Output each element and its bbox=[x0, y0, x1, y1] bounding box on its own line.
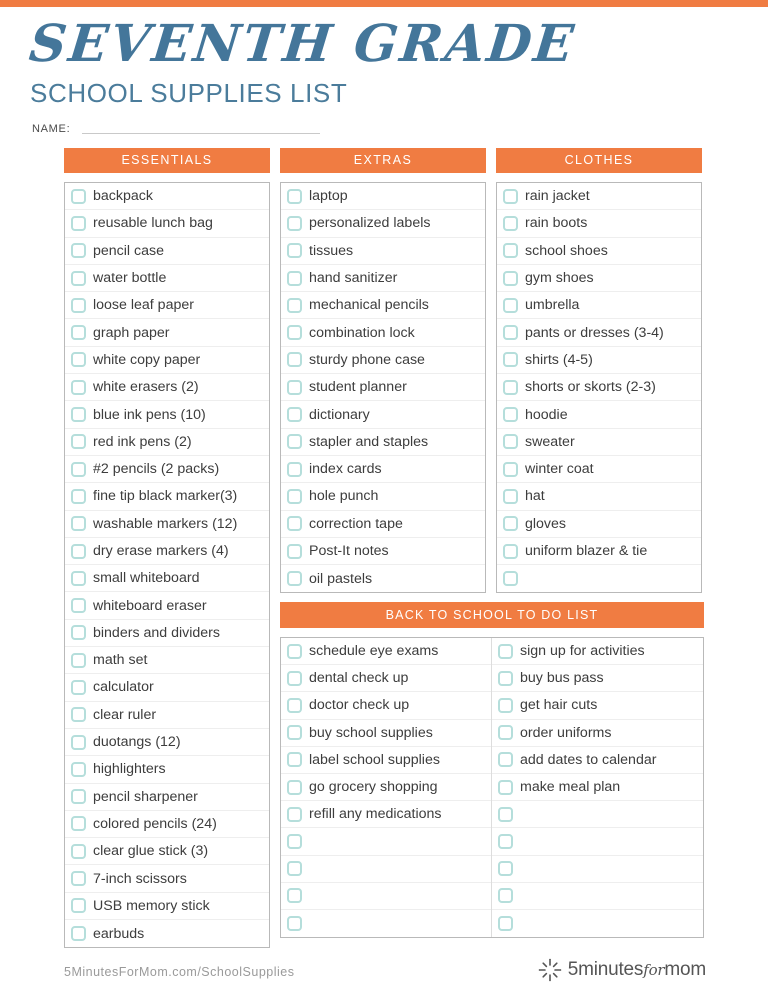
checklist-row[interactable] bbox=[281, 538, 485, 565]
checkbox-icon[interactable] bbox=[71, 352, 86, 367]
checkbox-icon[interactable] bbox=[71, 926, 86, 941]
checklist-row-label: winter coat bbox=[525, 461, 594, 478]
checklist-row-label: school shoes bbox=[525, 242, 608, 259]
checklist-row[interactable] bbox=[65, 784, 269, 811]
checklist-row-label: hat bbox=[525, 488, 545, 505]
checklist-row-label: small whiteboard bbox=[93, 570, 200, 587]
checklist-row-label: Post-It notes bbox=[309, 543, 389, 559]
checkbox-icon[interactable] bbox=[498, 644, 513, 659]
checklist-row-label: white copy paper bbox=[93, 351, 201, 368]
checklist-row[interactable] bbox=[497, 183, 701, 210]
checklist-row[interactable] bbox=[65, 374, 269, 401]
page-header bbox=[26, 7, 738, 136]
checklist-row[interactable] bbox=[497, 265, 701, 292]
checklist-row[interactable] bbox=[65, 920, 269, 947]
checklist-row-label: pencil case bbox=[93, 242, 164, 259]
checkbox-icon[interactable] bbox=[71, 216, 86, 231]
checkbox-icon[interactable] bbox=[71, 489, 86, 504]
checklist-row[interactable] bbox=[497, 292, 701, 319]
checkbox-icon[interactable] bbox=[71, 844, 86, 859]
checklist-row[interactable] bbox=[281, 638, 491, 665]
checklist-row[interactable] bbox=[281, 720, 491, 747]
logo-text-part3: mom bbox=[664, 959, 706, 980]
checkbox-icon[interactable] bbox=[287, 462, 302, 477]
checkbox-icon[interactable] bbox=[287, 780, 302, 795]
checklist-row[interactable] bbox=[65, 674, 269, 701]
checkbox-icon[interactable] bbox=[503, 325, 518, 340]
checklist-row-label: rain boots bbox=[525, 215, 588, 232]
checklist-row[interactable] bbox=[281, 210, 485, 237]
checklist-row-label: water bottle bbox=[93, 270, 167, 287]
checklist-row[interactable] bbox=[497, 347, 701, 374]
checklist-row-label: pants or dresses (3-4) bbox=[525, 324, 664, 341]
checklist-row[interactable] bbox=[497, 238, 701, 265]
checklist-row-label: get hair cuts bbox=[520, 697, 598, 714]
checklist-row[interactable] bbox=[281, 319, 485, 346]
checkbox-icon[interactable] bbox=[287, 325, 302, 340]
checklist-row[interactable] bbox=[281, 828, 491, 855]
checklist-row-label: hole punch bbox=[309, 488, 379, 505]
checkbox-icon[interactable] bbox=[71, 434, 86, 449]
checklist-row[interactable] bbox=[492, 910, 703, 937]
checkbox-icon[interactable] bbox=[71, 271, 86, 286]
checklist-row[interactable] bbox=[492, 774, 703, 801]
checkbox-icon[interactable] bbox=[71, 653, 86, 668]
checkbox-icon[interactable] bbox=[498, 725, 513, 740]
checklist-row-label: blue ink pens (10) bbox=[93, 406, 206, 423]
checkbox-icon[interactable] bbox=[71, 707, 86, 722]
checklist-row[interactable] bbox=[65, 865, 269, 892]
checklist-row-label: make meal plan bbox=[520, 779, 621, 796]
checklist-row[interactable] bbox=[281, 238, 485, 265]
checklist-row[interactable] bbox=[65, 811, 269, 838]
checkbox-icon[interactable] bbox=[498, 780, 513, 795]
checklist-row-label: math set bbox=[93, 652, 148, 669]
checkbox-icon[interactable] bbox=[287, 698, 302, 713]
checkbox-icon[interactable] bbox=[287, 516, 302, 531]
checklist-row-label: uniform blazer & tie bbox=[525, 543, 648, 559]
checkbox-icon[interactable] bbox=[498, 861, 513, 876]
checklist-row[interactable] bbox=[281, 456, 485, 483]
checklist-row[interactable] bbox=[492, 665, 703, 692]
checklist-row[interactable] bbox=[65, 592, 269, 619]
checklist-row[interactable] bbox=[65, 893, 269, 920]
checklist-row[interactable] bbox=[65, 702, 269, 729]
checkbox-icon[interactable] bbox=[498, 671, 513, 686]
checkbox-icon[interactable] bbox=[71, 325, 86, 340]
checkbox-icon[interactable] bbox=[503, 380, 518, 395]
checklist-row[interactable] bbox=[281, 401, 485, 428]
checkbox-icon[interactable] bbox=[71, 625, 86, 640]
checklist-row[interactable] bbox=[492, 856, 703, 883]
checkbox-icon[interactable] bbox=[287, 380, 302, 395]
checkbox-icon[interactable] bbox=[287, 861, 302, 876]
checklist-row[interactable] bbox=[65, 565, 269, 592]
checklist-row-label: graph paper bbox=[93, 324, 170, 341]
checklist-row[interactable] bbox=[65, 292, 269, 319]
checkbox-icon[interactable] bbox=[71, 789, 86, 804]
checklist-row-label: clear ruler bbox=[93, 706, 157, 723]
checklist-row-label: white erasers (2) bbox=[93, 379, 199, 396]
checklist-row[interactable] bbox=[281, 347, 485, 374]
checkbox-icon[interactable] bbox=[503, 462, 518, 477]
checkbox-icon[interactable] bbox=[287, 916, 302, 931]
checkbox-icon[interactable] bbox=[503, 571, 518, 586]
checklist-row-label: reusable lunch bag bbox=[93, 215, 213, 232]
checklist-row-label: washable markers (12) bbox=[93, 515, 238, 532]
checklist-row-label: gym shoes bbox=[525, 270, 594, 287]
checkbox-icon[interactable] bbox=[287, 434, 302, 449]
checklist-row[interactable] bbox=[65, 429, 269, 456]
checklist-row[interactable] bbox=[497, 374, 701, 401]
checklist-row[interactable] bbox=[65, 401, 269, 428]
checklist-row-label: doctor check up bbox=[309, 697, 410, 714]
checkbox-icon[interactable] bbox=[503, 298, 518, 313]
checkbox-icon[interactable] bbox=[498, 834, 513, 849]
checklist-row[interactable] bbox=[65, 511, 269, 538]
checklist-row-label: #2 pencils (2 packs) bbox=[93, 461, 220, 478]
page-subtitle: SCHOOL SUPPLIES LIST bbox=[30, 78, 348, 108]
checklist-row[interactable] bbox=[281, 747, 491, 774]
checkbox-icon[interactable] bbox=[503, 544, 518, 559]
checkbox-icon[interactable] bbox=[287, 271, 302, 286]
checkbox-icon[interactable] bbox=[503, 243, 518, 258]
checkbox-icon[interactable] bbox=[71, 298, 86, 313]
checklist-row[interactable] bbox=[65, 483, 269, 510]
checkbox-icon[interactable] bbox=[287, 352, 302, 367]
checklist-row[interactable] bbox=[281, 910, 491, 937]
checkbox-icon[interactable] bbox=[71, 871, 86, 886]
checkbox-icon[interactable] bbox=[498, 807, 513, 822]
list-extras bbox=[280, 182, 486, 593]
checklist-row[interactable] bbox=[65, 538, 269, 565]
column-essentials bbox=[64, 148, 270, 948]
checkbox-icon[interactable] bbox=[498, 698, 513, 713]
checklist-row-label: colored pencils (24) bbox=[93, 815, 217, 832]
checkbox-icon[interactable] bbox=[498, 752, 513, 767]
checkbox-icon[interactable] bbox=[503, 516, 518, 531]
checklist-row-label: gloves bbox=[525, 515, 567, 532]
todo-box bbox=[280, 637, 704, 938]
checklist-row-label: laptop bbox=[309, 188, 348, 205]
checkbox-icon[interactable] bbox=[503, 489, 518, 504]
checklist-row[interactable] bbox=[281, 292, 485, 319]
checkbox-icon[interactable] bbox=[287, 834, 302, 849]
checklist-row-label: sign up for activities bbox=[520, 643, 645, 660]
checkbox-icon[interactable] bbox=[287, 189, 302, 204]
checklist-row-label: personalized labels bbox=[309, 215, 431, 232]
checkbox-icon[interactable] bbox=[287, 644, 302, 659]
checklist-row[interactable] bbox=[492, 883, 703, 910]
checkbox-icon[interactable] bbox=[71, 898, 86, 913]
checkbox-icon[interactable] bbox=[503, 189, 518, 204]
checkbox-icon[interactable] bbox=[287, 544, 302, 559]
checklist-row-label: fine tip black marker(3) bbox=[93, 488, 238, 505]
checkbox-icon[interactable] bbox=[71, 762, 86, 777]
checklist-row-label: whiteboard eraser bbox=[93, 597, 207, 614]
checkbox-icon[interactable] bbox=[287, 752, 302, 767]
checklist-row-label: go grocery shopping bbox=[309, 779, 438, 796]
checkbox-icon[interactable] bbox=[71, 516, 86, 531]
checklist-row-label: 7-inch scissors bbox=[93, 870, 187, 887]
checklist-row[interactable] bbox=[281, 665, 491, 692]
checkbox-icon[interactable] bbox=[287, 888, 302, 903]
checkbox-icon[interactable] bbox=[287, 407, 302, 422]
checklist-row[interactable] bbox=[281, 429, 485, 456]
checklist-row-label: loose leaf paper bbox=[93, 297, 194, 314]
todo-column-right bbox=[492, 638, 703, 937]
checkbox-icon[interactable] bbox=[71, 189, 86, 204]
checklist-row[interactable] bbox=[65, 647, 269, 674]
checklist-row[interactable] bbox=[497, 429, 701, 456]
checklist-row[interactable] bbox=[497, 483, 701, 510]
checkbox-icon[interactable] bbox=[287, 489, 302, 504]
checklist-row-label: earbuds bbox=[93, 925, 145, 942]
checklist-row[interactable] bbox=[65, 729, 269, 756]
checklist-row[interactable] bbox=[65, 347, 269, 374]
checkbox-icon[interactable] bbox=[503, 407, 518, 422]
checklist-row[interactable] bbox=[281, 511, 485, 538]
checklist-row[interactable] bbox=[492, 801, 703, 828]
name-input-line[interactable] bbox=[82, 133, 320, 134]
checkbox-icon[interactable] bbox=[71, 598, 86, 613]
checklist-row[interactable] bbox=[281, 856, 491, 883]
checkbox-icon[interactable] bbox=[71, 816, 86, 831]
checkbox-icon[interactable] bbox=[71, 243, 86, 258]
checklist-row[interactable] bbox=[497, 456, 701, 483]
logo-text-part1: 5minutes bbox=[567, 959, 644, 980]
checkbox-icon[interactable] bbox=[503, 271, 518, 286]
checklist-row-label: add dates to calendar bbox=[520, 751, 657, 768]
checklist-row[interactable] bbox=[281, 883, 491, 910]
checklist-row-label: hoodie bbox=[525, 406, 568, 423]
checklist-row-label: student planner bbox=[309, 379, 407, 396]
checkbox-icon[interactable] bbox=[287, 298, 302, 313]
checklist-row-label: mechanical pencils bbox=[309, 297, 429, 314]
checklist-row-label: schedule eye exams bbox=[309, 643, 439, 660]
checklist-row-label: stapler and staples bbox=[309, 433, 429, 450]
checklist-row-label: backpack bbox=[93, 188, 153, 205]
checklist-row-label: sturdy phone case bbox=[309, 351, 425, 368]
column-header-clothes: CLOTHES bbox=[496, 148, 702, 173]
checklist-row-label: clear glue stick (3) bbox=[93, 843, 209, 860]
checkbox-icon[interactable] bbox=[71, 380, 86, 395]
checklist-row-label: umbrella bbox=[525, 297, 580, 314]
list-clothes bbox=[496, 182, 702, 593]
checklist-row[interactable] bbox=[65, 265, 269, 292]
checklist-row[interactable] bbox=[492, 638, 703, 665]
checkbox-icon[interactable] bbox=[287, 725, 302, 740]
column-header-essentials: ESSENTIALS bbox=[64, 148, 270, 173]
name-label: NAME: bbox=[32, 123, 71, 135]
checklist-row-label: dictionary bbox=[309, 406, 370, 423]
checklist-row[interactable] bbox=[65, 838, 269, 865]
checkbox-icon[interactable] bbox=[287, 216, 302, 231]
checklist-row-label: dry erase markers (4) bbox=[93, 543, 229, 559]
checklist-row[interactable] bbox=[281, 483, 485, 510]
starburst-icon bbox=[538, 958, 562, 982]
checkbox-icon[interactable] bbox=[503, 216, 518, 231]
checklist-row[interactable] bbox=[65, 756, 269, 783]
checklist-row-label: index cards bbox=[309, 461, 382, 478]
checklist-row-label: USB memory stick bbox=[93, 897, 210, 914]
checkbox-icon[interactable] bbox=[498, 916, 513, 931]
checklist-row[interactable] bbox=[281, 692, 491, 719]
checkbox-icon[interactable] bbox=[287, 671, 302, 686]
todo-column-left bbox=[281, 638, 492, 937]
checklist-row-label: buy bus pass bbox=[520, 670, 604, 687]
footer-url[interactable]: 5MinutesForMom.com/SchoolSupplies bbox=[64, 965, 295, 979]
checklist-row[interactable] bbox=[497, 565, 701, 592]
checklist-row-label: hand sanitizer bbox=[309, 270, 398, 287]
checklist-row[interactable] bbox=[65, 238, 269, 265]
column-header-extras: EXTRAS bbox=[280, 148, 486, 173]
checklist-row-label: order uniforms bbox=[520, 724, 612, 741]
checklist-row-label: rain jacket bbox=[525, 188, 590, 205]
top-accent-bar bbox=[0, 0, 768, 7]
checkbox-icon[interactable] bbox=[287, 243, 302, 258]
checklist-row-label: buy school supplies bbox=[309, 724, 433, 741]
checkbox-icon[interactable] bbox=[71, 462, 86, 477]
list-essentials bbox=[64, 182, 270, 948]
checklist-row-label: pencil sharpener bbox=[93, 788, 198, 805]
checklist-row[interactable] bbox=[497, 210, 701, 237]
checklist-row[interactable] bbox=[497, 401, 701, 428]
checklist-row[interactable] bbox=[497, 538, 701, 565]
checklist-row-label: tissues bbox=[309, 242, 354, 259]
checklist-row-label: oil pastels bbox=[309, 570, 373, 587]
logo-text-part2: for bbox=[643, 961, 665, 979]
checklist-row-label: shirts (4-5) bbox=[525, 351, 593, 368]
page-title-script: SEVENTH GRADE bbox=[26, 14, 579, 74]
checkbox-icon[interactable] bbox=[71, 544, 86, 559]
checklist-row-label: binders and dividers bbox=[93, 624, 220, 641]
checkbox-icon[interactable] bbox=[503, 434, 518, 449]
checkbox-icon[interactable] bbox=[71, 680, 86, 695]
checklist-row-label: refill any medications bbox=[309, 806, 442, 823]
checklist-row[interactable] bbox=[281, 374, 485, 401]
checkbox-icon[interactable] bbox=[287, 807, 302, 822]
checklist-row-label: label school supplies bbox=[309, 751, 440, 768]
checkbox-icon[interactable] bbox=[503, 352, 518, 367]
checklist-row[interactable] bbox=[65, 210, 269, 237]
checklist-row-label: shorts or skorts (2-3) bbox=[525, 379, 656, 396]
checklist-row[interactable] bbox=[281, 801, 491, 828]
checkbox-icon[interactable] bbox=[71, 571, 86, 586]
checklist-row[interactable] bbox=[492, 692, 703, 719]
checklist-row-label: correction tape bbox=[309, 515, 403, 532]
checklist-row-label: sweater bbox=[525, 433, 575, 450]
checklist-row[interactable] bbox=[281, 774, 491, 801]
checklist-row-label: calculator bbox=[93, 679, 154, 696]
checklist-row[interactable] bbox=[281, 265, 485, 292]
checklist-row[interactable] bbox=[65, 456, 269, 483]
checkbox-icon[interactable] bbox=[287, 571, 302, 586]
checklist-row[interactable] bbox=[65, 183, 269, 210]
checklist-row[interactable] bbox=[492, 828, 703, 855]
checklist-row-label: combination lock bbox=[309, 324, 415, 341]
todo-header: BACK TO SCHOOL TO DO LIST bbox=[280, 602, 704, 628]
checklist-row-label: duotangs (12) bbox=[93, 734, 181, 751]
checklist-row[interactable] bbox=[497, 511, 701, 538]
checklist-row[interactable] bbox=[281, 565, 485, 592]
checkbox-icon[interactable] bbox=[498, 888, 513, 903]
logo-text bbox=[568, 959, 706, 981]
checklist-row-label: dental check up bbox=[309, 670, 409, 687]
todo-section bbox=[280, 602, 704, 938]
checklist-row[interactable] bbox=[492, 720, 703, 747]
checklist-row-label: red ink pens (2) bbox=[93, 433, 192, 450]
name-field-row bbox=[32, 123, 738, 136]
checklist-row[interactable] bbox=[281, 183, 485, 210]
site-logo bbox=[538, 958, 706, 982]
checkbox-icon[interactable] bbox=[71, 407, 86, 422]
checklist-row[interactable] bbox=[65, 620, 269, 647]
checkbox-icon[interactable] bbox=[71, 735, 86, 750]
checklist-row[interactable] bbox=[65, 319, 269, 346]
checklist-row[interactable] bbox=[497, 319, 701, 346]
checklist-row-label: highlighters bbox=[93, 761, 166, 778]
checklist-row[interactable] bbox=[492, 747, 703, 774]
